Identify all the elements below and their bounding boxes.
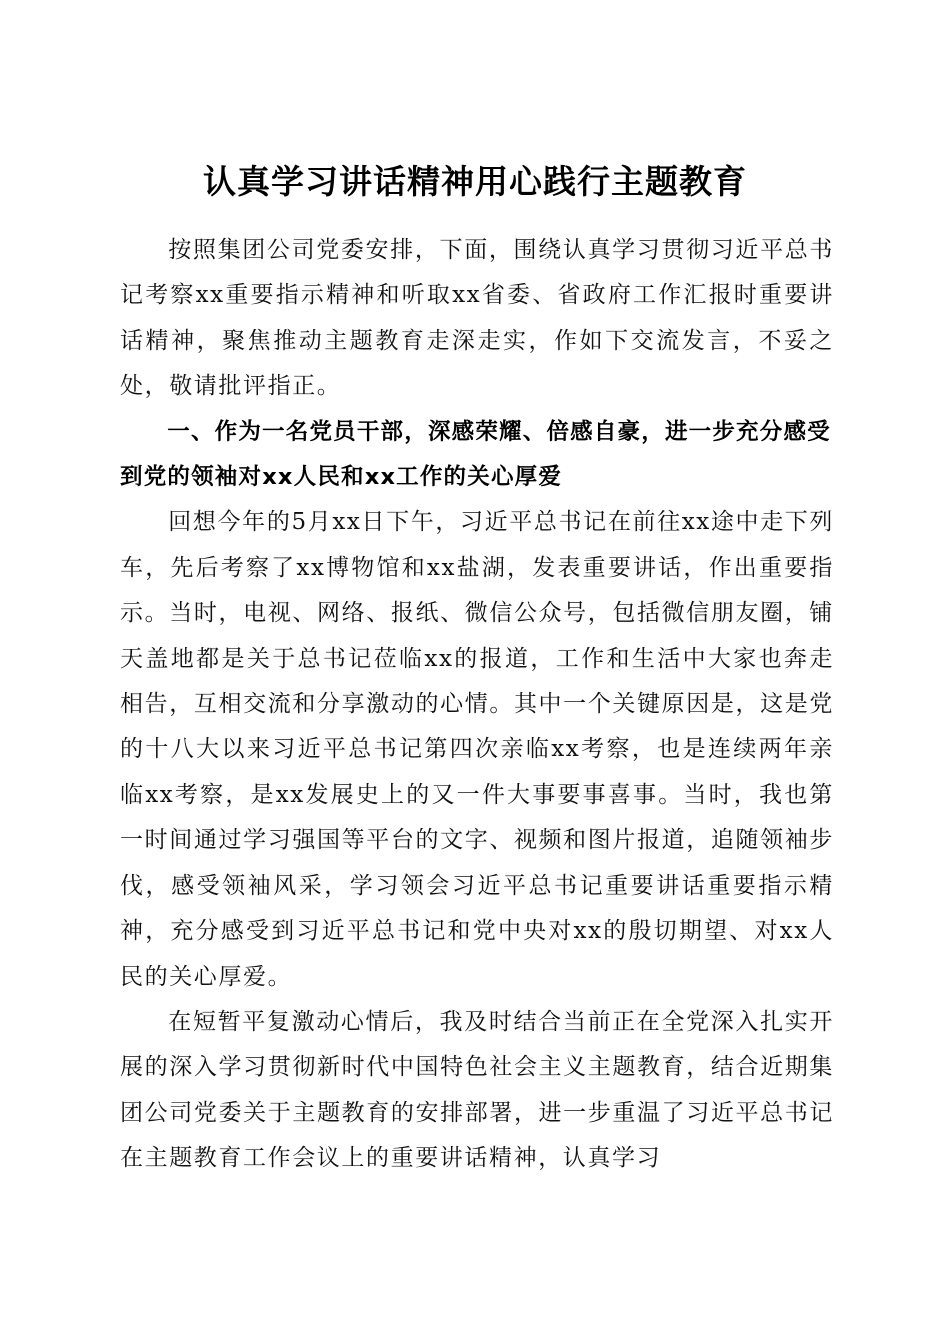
body-paragraph-1: 回想今年的5月xx日下午，习近平总书记在前往xx途中走下列车，先后考察了xx博物馆和xx盐湖，发表重要讲话，作出重要指示。当时，电视、网络、报纸、微信公众号，包括微信朋友圈，铺天盖地都是关于总书记莅临xx的报道，工作和生活中大家也奔走相告，互相交流和分享激动的心情。其中一个关键原因是，这是党的十八大以来习近平总书记第四次亲临xx考察，也是连续两年亲临xx考察，是xx发展史上的又一件大事要事喜事。当时，我也第一时间通过学习强国等平台的文字、视频和图片报道，追随领袖步伐，感受领袖风采，学习领会习近平总书记重要讲话重要指示精神，充分感受到习近平总书记和党中央对xx的殷切期望、对xx人民的关心厚爱。 [120,509,834,990]
document-body [120,228,834,1182]
body-paragraph-2: 在短暂平复激动心情后，我及时结合当前正在全党深入扎实开展的深入学习贯彻新时代中国特色社会主义主题教育，结合近期集团公司党委关于主题教育的安排部署，进一步重温了习近平总书记在主题教育工作会议上的重要讲话精神，认真学习 [120,1008,834,1172]
section-heading-1: 一、作为一名党员干部，深感荣耀、倍感自豪，进一步充分感受到党的领袖对xx人民和xx工作的关心厚爱 [120,418,831,491]
document-title: 认真学习讲话精神用心践行主题教育 [203,162,747,202]
intro-paragraph: 按照集团公司党委安排，下面，围绕认真学习贯彻习近平总书记考察xx重要指示精神和听取xx省委、省政府工作汇报时重要讲话精神，聚焦推动主题教育走深走实，作如下交流发言，不妥之处，敬请批评指正。 [120,237,834,400]
